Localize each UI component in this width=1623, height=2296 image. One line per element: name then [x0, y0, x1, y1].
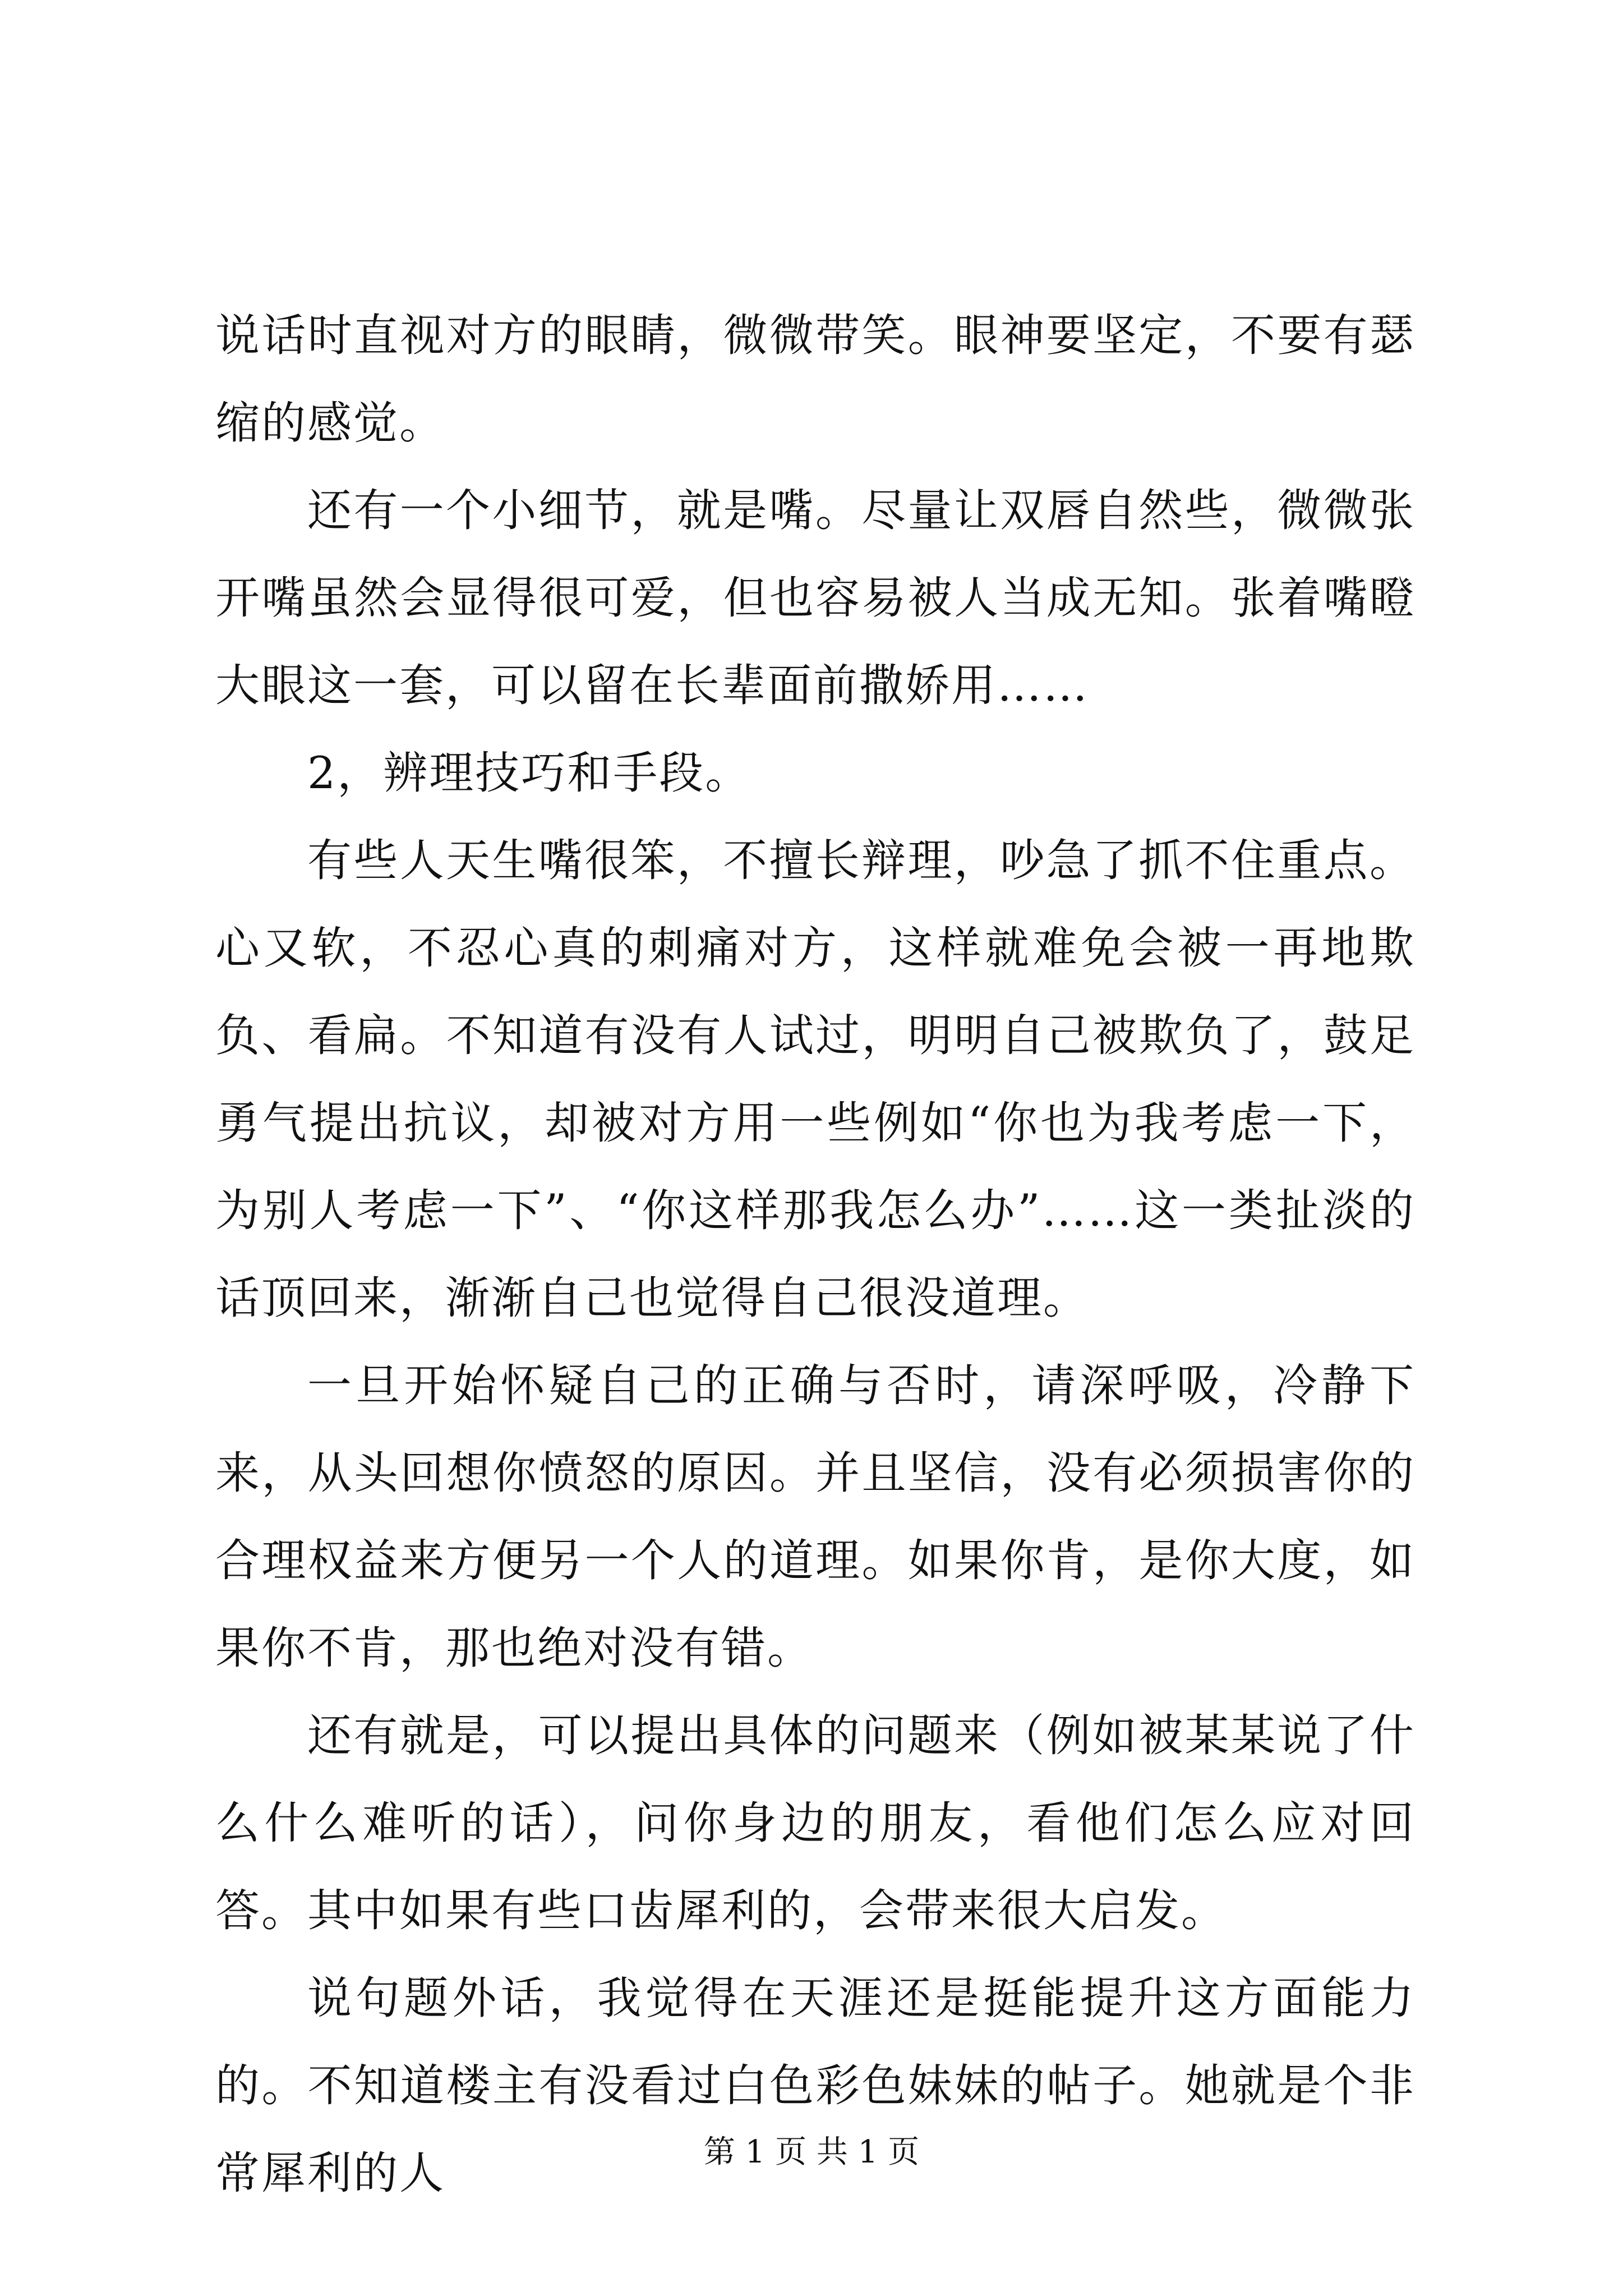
- document-body: [215, 292, 1415, 2217]
- paragraph-1: 说话时直视对方的眼睛，微微带笑。眼神要坚定，不要有瑟缩的感觉。: [215, 310, 1415, 449]
- paragraph-2: 还有一个小细节，就是嘴。尽量让双唇自然些，微微张开嘴虽然会显得很可爱，但也容易被人当成无知。张着嘴瞪大眼这一套，可以留在长辈面前撒娇用……: [215, 485, 1415, 711]
- paragraph-7: 说句题外话，我觉得在天涯还是挺能提升这方面能力的。不知道楼主有没看过白色彩色妹妹的帖子。她就是个非常犀利的人: [215, 1972, 1415, 2199]
- paragraph-6: 还有就是，可以提出具体的问题来（例如被某某说了什么什么难听的话），问你身边的朋友，看他们怎么应对回答。其中如果有些口齿犀利的，会带来很大启发。: [215, 1710, 1415, 1936]
- paragraph-5: 一旦开始怀疑自己的正确与否时，请深呼吸，冷静下来，从头回想你愤怒的原因。并且坚信，没有必须损害你的合理权益来方便另一个人的道理。如果你肯，是你大度，如果你不肯，那也绝对没有错。: [215, 1360, 1415, 1674]
- page-number-footer: 第 1 页 共 1 页: [703, 2134, 920, 2170]
- paragraph-4: 有些人天生嘴很笨，不擅长辩理，吵急了抓不住重点。心又软，不忍心真的刺痛对方，这样就难免会被一再地欺负、看扁。不知道有没有人试过，明明自己被欺负了，鼓足勇气提出抗议，却被对方用一些例如“你也为我考虑一下，为别人考虑一下”、“你这样那我怎么办”……这一类扯淡的话顶回来，渐渐自己也觉得自己很没道理。: [215, 835, 1415, 1324]
- paragraph-3-heading: 2，辨理技巧和手段。: [307, 747, 751, 799]
